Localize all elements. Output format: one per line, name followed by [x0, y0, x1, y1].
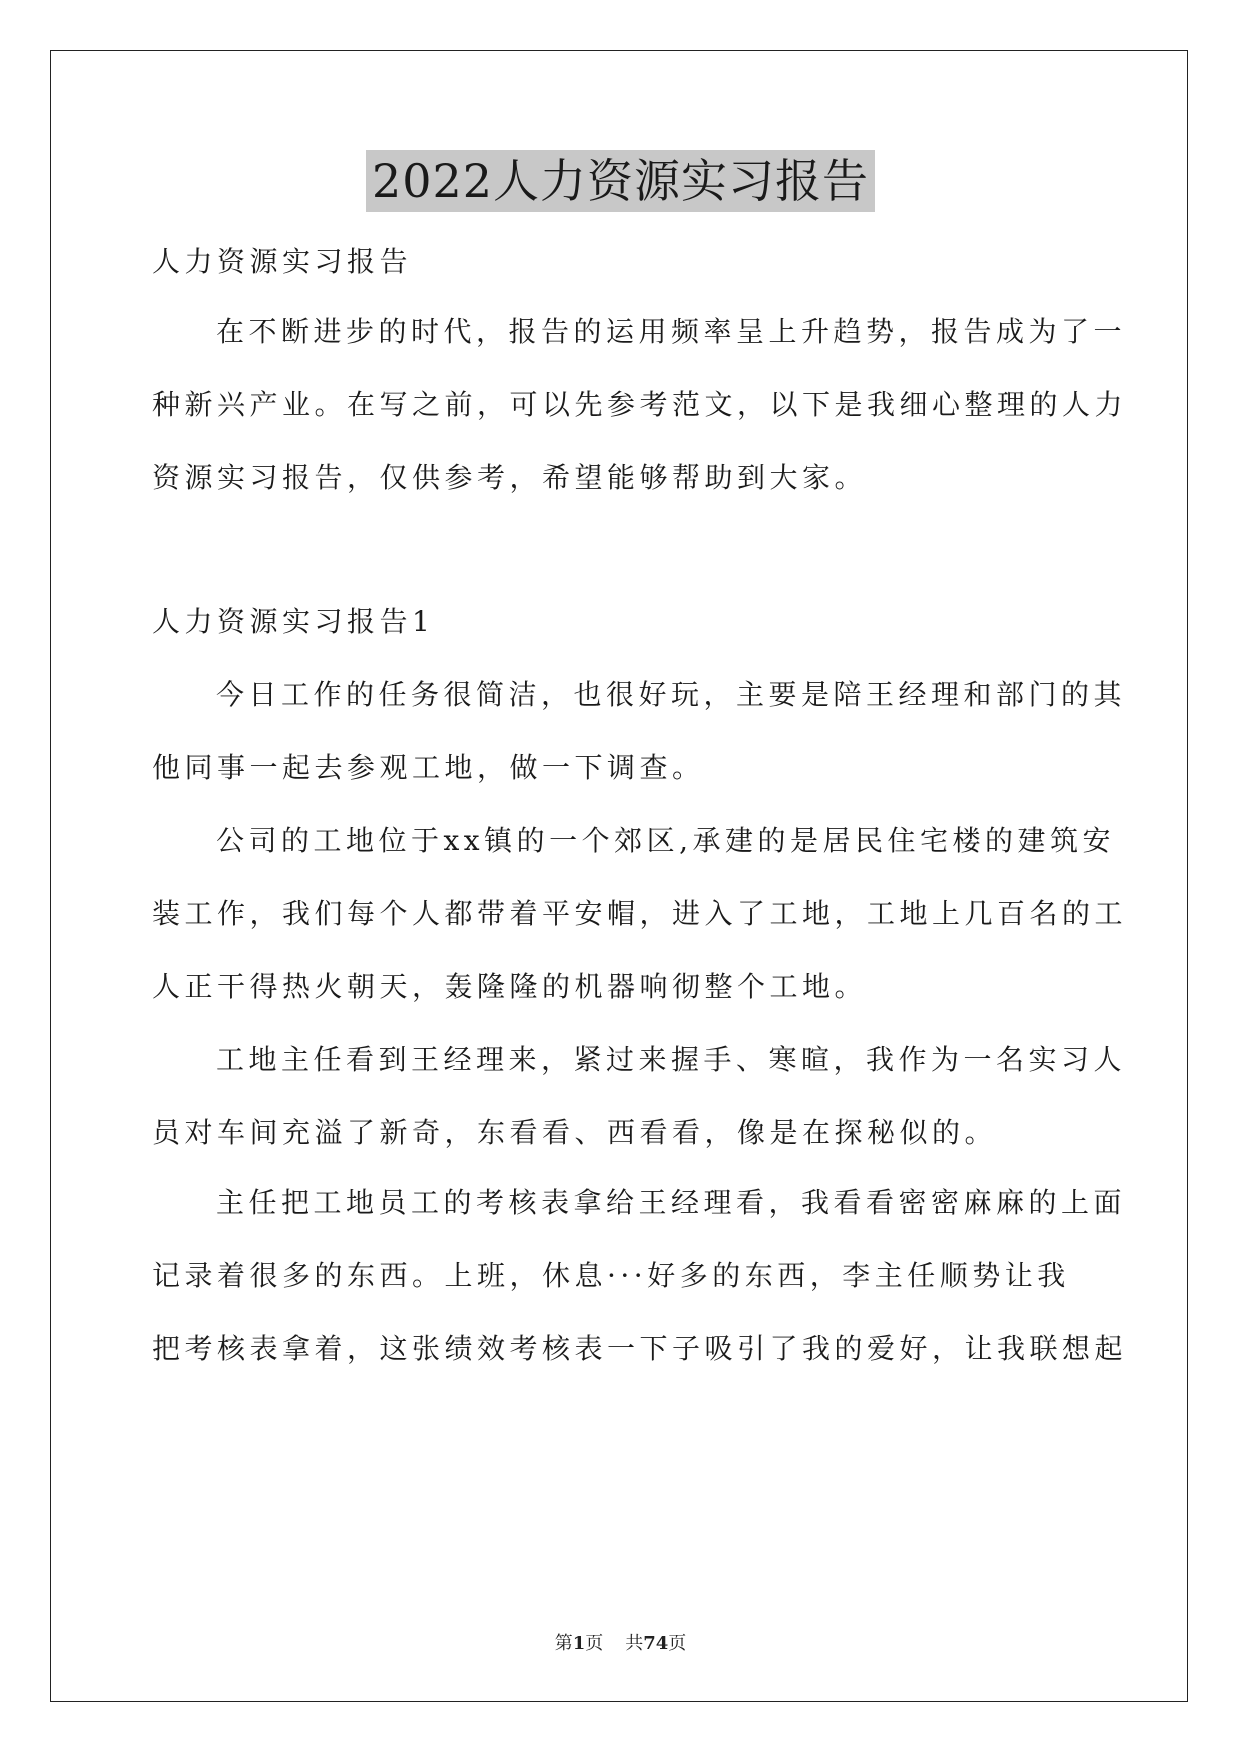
page-footer	[0, 1632, 1241, 1656]
subtitle: 人力资源实习报告	[152, 245, 413, 278]
page-prefix: 第	[554, 1633, 573, 1654]
total-pages: 74	[643, 1633, 669, 1654]
total-prefix: 共	[625, 1633, 644, 1654]
paragraph-line: 公司的工地位于xx镇的一个郊区,承建的是居民住宅楼的建筑安	[216, 824, 1115, 857]
page-number: 1	[572, 1633, 586, 1654]
page-border	[50, 50, 1188, 1702]
paragraph-line: 人正干得热火朝天，轰隆隆的机器响彻整个工地。	[152, 970, 868, 1003]
paragraph-line: 他同事一起去参观工地，做一下调查。	[152, 751, 705, 784]
paragraph-line: 装工作，我们每个人都带着平安帽，进入了工地，工地上几百名的工	[152, 897, 1128, 930]
document-title: 2022人力资源实习报告	[366, 150, 875, 212]
paragraph-line: 主任把工地员工的考核表拿给王经理看，我看看密密麻麻的上面	[216, 1186, 1127, 1219]
intro-line: 在不断进步的时代，报告的运用频率呈上升趋势，报告成为了一	[216, 315, 1127, 348]
total-suffix: 页	[668, 1633, 687, 1654]
intro-line: 资源实习报告，仅供参考，希望能够帮助到大家。	[152, 461, 868, 494]
page-suffix: 页	[585, 1633, 604, 1654]
intro-line: 种新兴产业。在写之前，可以先参考范文，以下是我细心整理的人力	[152, 388, 1128, 421]
title-container	[0, 150, 1241, 212]
paragraph-line: 今日工作的任务很简洁，也很好玩，主要是陪王经理和部门的其	[216, 678, 1127, 711]
paragraph-line: 记录着很多的东西。上班，休息···好多的东西，李主任顺势让我	[152, 1259, 1070, 1292]
section-heading: 人力资源实习报告1	[152, 605, 435, 638]
paragraph-line: 工地主任看到王经理来，紧过来握手、寒暄，我作为一名实习人	[216, 1043, 1127, 1076]
paragraph-line: 员对车间充溢了新奇，东看看、西看看，像是在探秘似的。	[152, 1116, 998, 1149]
paragraph-line: 把考核表拿着，这张绩效考核表一下子吸引了我的爱好，让我联想起	[152, 1332, 1128, 1365]
